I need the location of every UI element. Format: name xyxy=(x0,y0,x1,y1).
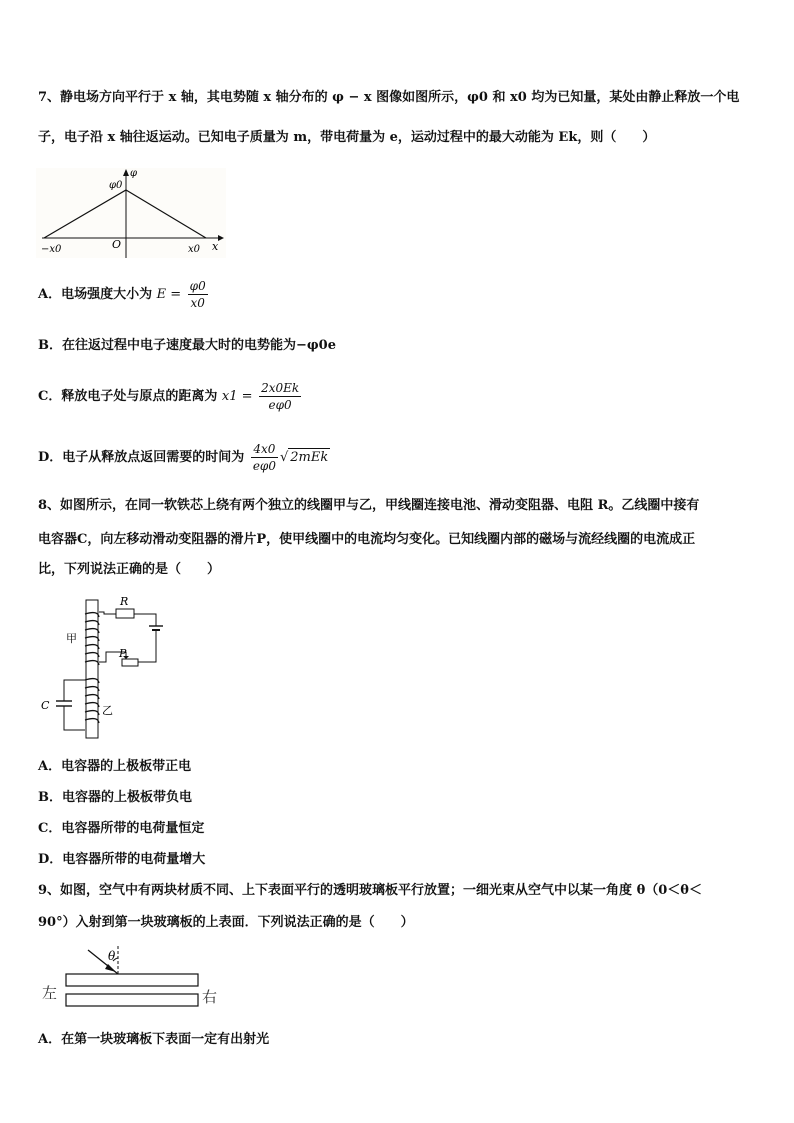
fraction-denominator: x0 xyxy=(190,296,205,310)
origin-label: O xyxy=(112,238,122,251)
slider-label: P xyxy=(119,647,127,660)
q7-option-c-text: C．释放电子处与原点的距离为 xyxy=(38,389,218,404)
q7-phi-x-graph xyxy=(36,168,226,258)
q9-glass-plates-diagram xyxy=(36,942,222,1012)
coil-jia-label: 甲 xyxy=(66,632,77,645)
capacitor-label: C xyxy=(41,699,50,712)
neg-x0-label: −x0 xyxy=(41,244,62,255)
q7-option-b[interactable]: B．在往返过程中电子速度最大时的电势能为−φ0e xyxy=(38,338,336,353)
q7-option-c[interactable] xyxy=(38,380,303,413)
q8-option-b[interactable]: B．电容器的上极板带负电 xyxy=(38,790,192,805)
resistor-label: R xyxy=(120,595,129,608)
sqrt-sign: √ xyxy=(279,450,289,465)
q9-option-a[interactable]: A．在第一块玻璃板下表面一定有出射光 xyxy=(38,1032,270,1047)
q7-stem-line2: 子，电子沿 x 轴往返运动。已知电子质量为 m，带电荷量为 e，运动过程中的最大动能为 Ek，则（ ） xyxy=(38,130,656,145)
q8-stem-line1: 8、如图所示，在同一软铁芯上绕有两个独立的线圈甲与乙，甲线圈连接电池、滑动变阻器、电阻 R。乙线圈中接有 xyxy=(38,498,700,513)
q7-stem-line1: 7、静电场方向平行于 x 轴，其电势随 x 轴分布的 φ − x 图像如图所示，φ0 和 x0 均为已知量，某处由静止释放一个电 xyxy=(38,90,740,105)
q7-option-d-text: D．电子从释放点返回需要的时间为 xyxy=(38,450,245,465)
phi-axis-label: φ xyxy=(130,168,138,179)
q8-stem-line2: 电容器C，向左移动滑动变阻器的滑片P，使甲线圈中的电流均匀变化。已知线圈内部的磁场与流经线圈的电流成正 xyxy=(38,532,696,547)
q7-option-a-text: A．电场强度大小为 xyxy=(38,287,153,302)
q8-coil-circuit-diagram xyxy=(36,592,176,747)
right-label: 右 xyxy=(202,988,218,1006)
q7-option-d[interactable] xyxy=(38,441,330,474)
fraction-numerator: 4x0 xyxy=(251,441,278,458)
q7-option-c-fraction xyxy=(259,380,301,413)
q7-option-a-fraction xyxy=(188,278,208,311)
theta-label: θ xyxy=(108,949,116,963)
coil-yi-label: 乙 xyxy=(102,704,113,717)
x-axis-label: x xyxy=(212,240,219,253)
q7-option-a[interactable] xyxy=(38,278,210,311)
q7-option-d-sqrt: 2mEk xyxy=(290,450,329,465)
fraction-numerator: φ0 xyxy=(189,279,206,293)
q8-stem-line3: 比，下列说法正确的是（ ） xyxy=(38,562,221,577)
q8-option-c[interactable]: C．电容器所带的电荷量恒定 xyxy=(38,821,205,836)
q9-stem-line1: 9、如图，空气中有两块材质不同、上下表面平行的透明玻璃板平行放置；一细光束从空气中以某一角度 θ（0＜θ＜ xyxy=(38,883,702,898)
fraction-denominator: eφ0 xyxy=(268,398,292,412)
q7-option-c-lhs: x1 = xyxy=(221,389,253,404)
q7-option-d-fraction xyxy=(251,441,278,474)
fraction-denominator: eφ0 xyxy=(252,459,276,473)
q7-option-a-lhs: E = xyxy=(156,287,182,302)
left-label: 左 xyxy=(42,984,58,1002)
x0-label: x0 xyxy=(188,244,201,255)
q8-option-a[interactable]: A．电容器的上极板带正电 xyxy=(38,759,192,774)
phi0-label: φ0 xyxy=(109,180,123,191)
q9-stem-line2: 90°）入射到第一块玻璃板的上表面．下列说法正确的是（ ） xyxy=(38,915,414,930)
fraction-numerator: 2x0Ek xyxy=(261,381,300,395)
q8-option-d[interactable]: D．电容器所带的电荷量增大 xyxy=(38,852,206,867)
